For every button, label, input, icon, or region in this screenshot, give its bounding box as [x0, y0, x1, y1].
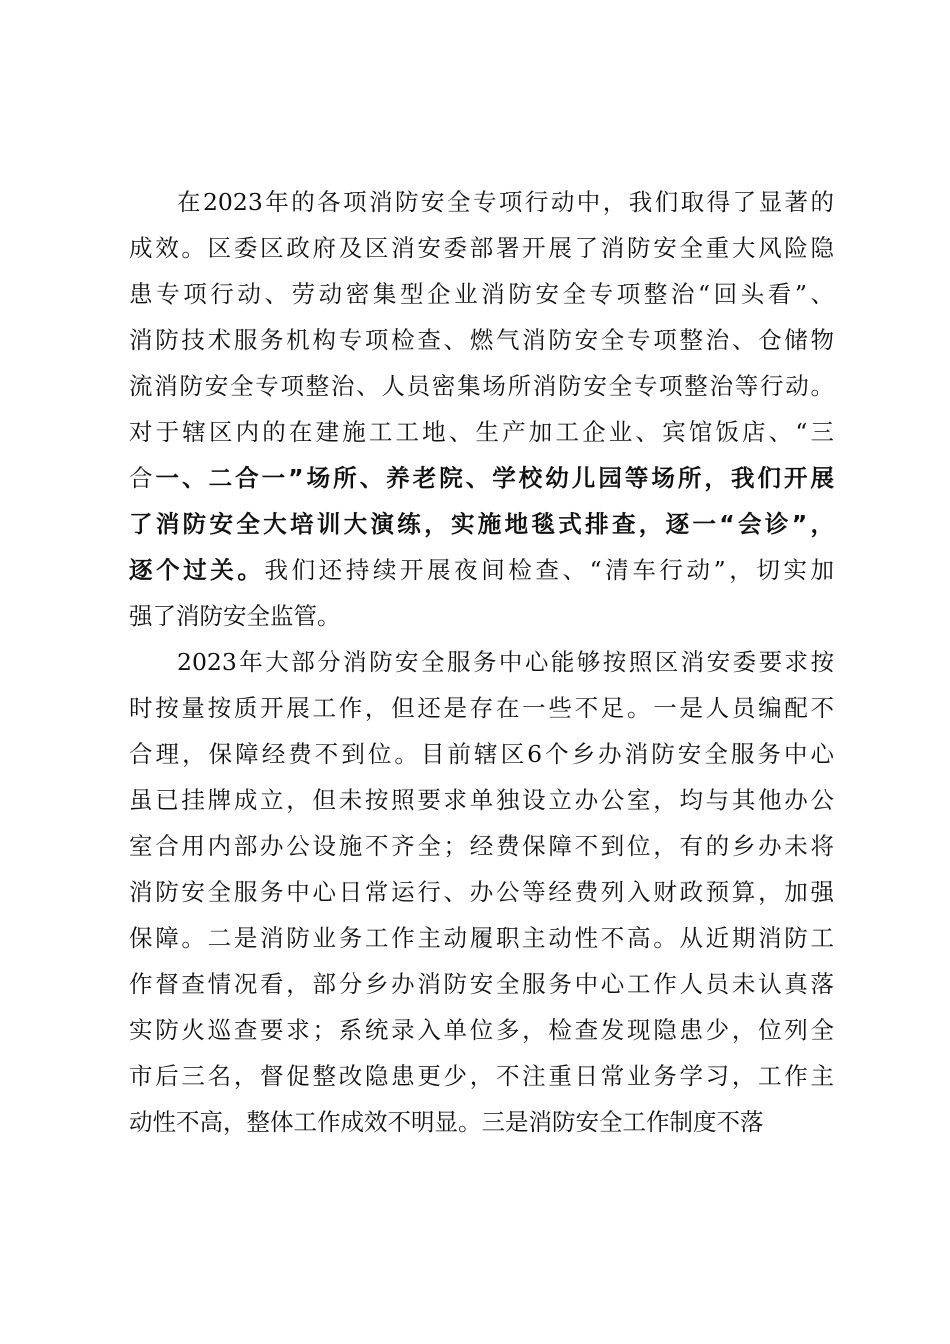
- text-segment: 市后三名，督促整改隐患更少，不注重日常业务学习，工作主: [129, 1062, 834, 1090]
- text-segment: 室合用内部办公设施不齐全；经费保障不到位，有的乡办未将: [129, 832, 834, 860]
- text-segment: 合理，保障经费不到位。目前辖区6个乡办消防安全服务中心: [129, 740, 834, 768]
- text-segment: 强了消防安全监管。: [129, 602, 341, 630]
- body-text: [129, 179, 834, 1145]
- text-segment: 对于辖区内的在建施工工地、生产加工企业、宾馆饭店、“三: [129, 418, 834, 446]
- text-line: [129, 317, 834, 363]
- text-segment: 时按量按质开展工作，但还是存在一些不足。一是人员编配不: [129, 694, 834, 722]
- text-line: [129, 777, 834, 823]
- text-line: [129, 271, 834, 317]
- text-line: [129, 639, 834, 685]
- text-segment: 消防技术服务机构专项检查、燃气消防安全专项整治、仓储物: [129, 326, 834, 354]
- text-line: [129, 363, 834, 409]
- paragraph: [129, 639, 834, 1145]
- text-line: [129, 455, 834, 501]
- text-segment: 患专项行动、劳动密集型企业消防安全专项整治“回头看”、: [129, 280, 834, 308]
- text-segment: 成效。区委区政府及区消安委部署开展了消防安全重大风险隐: [129, 234, 834, 262]
- text-line: [129, 1007, 834, 1053]
- text-line: [129, 1053, 834, 1099]
- text-segment: 作督查情况看，部分乡办消防安全服务中心工作人员未认真落: [129, 970, 834, 998]
- text-line: [129, 179, 834, 225]
- text-line: [129, 685, 834, 731]
- paragraph: [129, 179, 834, 639]
- text-segment: 我们还持续开展夜间检查、“清车行动”，切实加: [264, 556, 835, 584]
- text-segment: 动性不高，整体工作成效不明显。三是消防安全工作制度不落: [129, 1108, 764, 1136]
- text-line: [129, 823, 834, 869]
- text-line: [129, 547, 834, 593]
- text-line: [129, 869, 834, 915]
- text-line: [129, 409, 834, 455]
- text-line: [129, 501, 834, 547]
- text-line: [129, 961, 834, 1007]
- text-line: [129, 731, 834, 777]
- bold-text-segment: 逐个过关。: [129, 556, 265, 584]
- text-segment: 在2023年的各项消防安全专项行动中，我们取得了显著的: [177, 188, 834, 216]
- text-line: [129, 225, 834, 271]
- text-segment: 2023年大部分消防安全服务中心能够按照区消安委要求按: [177, 648, 834, 676]
- text-segment: 消防安全服务中心日常运行、办公等经费列入财政预算，加强: [129, 878, 834, 906]
- text-segment: 保障。二是消防业务工作主动履职主动性不高。从近期消防工: [129, 924, 834, 952]
- text-line: [129, 1099, 834, 1145]
- bold-text-segment: 一、二合一”场所、养老院、学校幼儿园等场所，我们开展: [155, 464, 835, 492]
- bold-text-segment: 了消防安全大培训大演练，实施地毯式排查，逐一“会诊”，: [129, 510, 834, 538]
- text-segment: 合: [129, 464, 156, 492]
- text-line: [129, 593, 834, 639]
- text-segment: 流消防安全专项整治、人员密集场所消防安全专项整治等行动。: [129, 372, 834, 400]
- text-segment: 实防火巡查要求；系统录入单位多，检查发现隐患少，位列全: [129, 1016, 834, 1044]
- text-segment: 虽已挂牌成立，但未按照要求单独设立办公室，均与其他办公: [129, 786, 834, 814]
- text-line: [129, 915, 834, 961]
